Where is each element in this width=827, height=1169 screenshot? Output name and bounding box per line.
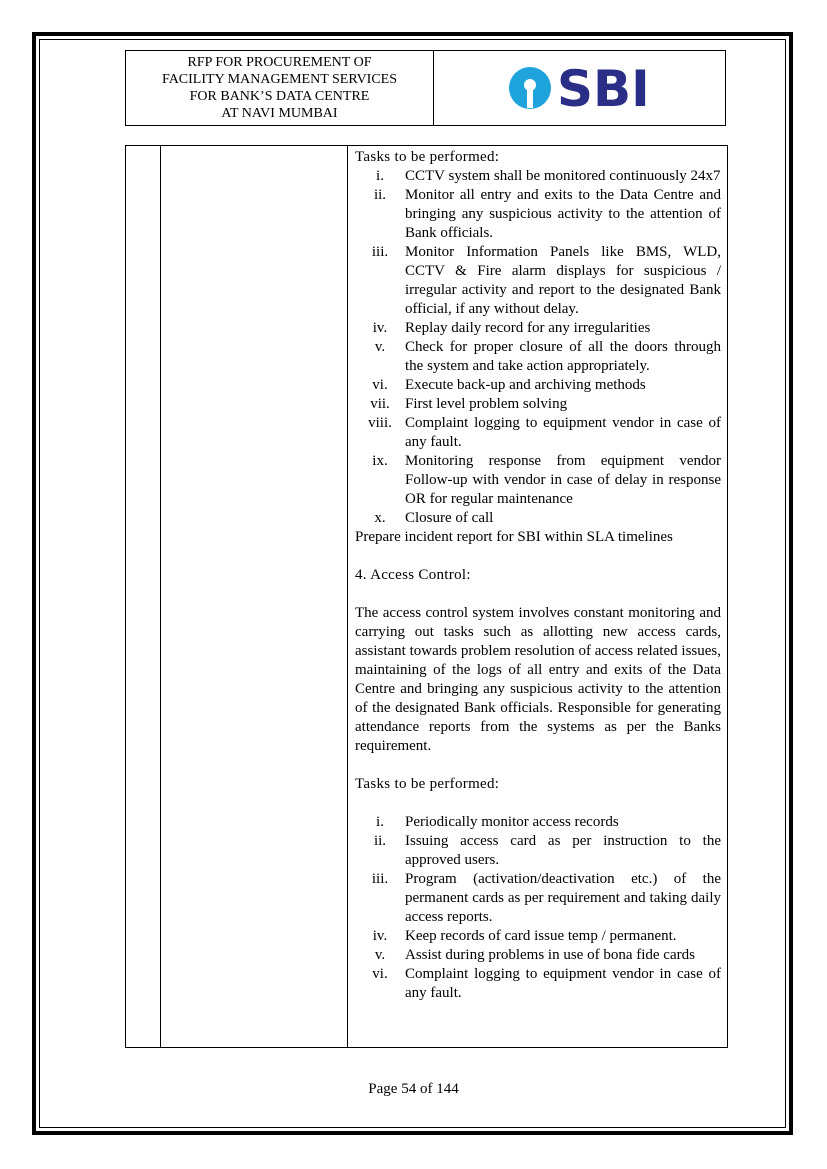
content-table bbox=[125, 145, 728, 1048]
list-item bbox=[355, 338, 721, 376]
list-number: v. bbox=[374, 947, 386, 963]
header-title-line: FOR BANK’S DATA CENTRE bbox=[189, 89, 370, 104]
list-number: viii. bbox=[368, 415, 392, 431]
list-text: Execute back-up and archiving methods bbox=[405, 377, 646, 393]
list-item bbox=[355, 319, 721, 338]
list-text: Monitor Information Panels like BMS, WLD, CCTV & Fire alarm displays for suspicious / irregular activity and report to the designated Bank official, if any without delay. bbox=[405, 244, 721, 317]
list-item bbox=[355, 395, 721, 414]
list-item bbox=[355, 832, 721, 870]
list-text: Closure of call bbox=[405, 510, 494, 526]
list-text: Replay daily record for any irregularities bbox=[405, 320, 651, 336]
table-col-description bbox=[348, 146, 727, 1047]
list-item bbox=[355, 870, 721, 927]
document-header bbox=[125, 50, 726, 126]
list-item bbox=[355, 927, 721, 946]
list-number: ii. bbox=[373, 833, 387, 849]
header-title-line: RFP FOR PROCUREMENT OF bbox=[187, 55, 372, 70]
list-number: v. bbox=[374, 339, 386, 355]
list-text: First level problem solving bbox=[405, 396, 568, 412]
access-task-list bbox=[355, 813, 721, 1003]
list-number: iii. bbox=[371, 871, 389, 887]
list-text: Keep records of card issue temp / permanent. bbox=[405, 928, 677, 944]
table-col-item bbox=[161, 146, 348, 1047]
sbi-logo-text: SBI bbox=[556, 60, 650, 116]
list-item bbox=[355, 509, 721, 528]
cctv-tasks-heading: Tasks to be performed: bbox=[355, 149, 500, 165]
list-number: ii. bbox=[373, 187, 387, 203]
list-item bbox=[355, 243, 721, 319]
list-number: x. bbox=[374, 510, 386, 526]
list-text: Monitor all entry and exits to the Data Centre and bringing any suspicious activity to the attention of Bank officials. bbox=[405, 187, 721, 241]
list-item bbox=[355, 167, 721, 186]
header-title-line: AT NAVI MUMBAI bbox=[221, 106, 338, 121]
list-number: i. bbox=[376, 168, 384, 184]
list-text: Complaint logging to equipment vendor in case of any fault. bbox=[405, 966, 721, 1001]
list-text: Monitoring response from equipment vendor Follow-up with vendor in case of delay in response OR for regular maintenance bbox=[405, 453, 721, 507]
list-item bbox=[355, 965, 721, 1003]
table-col-serial bbox=[126, 146, 161, 1047]
access-control-paragraph: The access control system involves constant monitoring and carrying out tasks such as allotting new access cards, assistant towards problem resolution of access related issues, maintaining of the logs of all entry and exits of the Data Centre and bringing any suspicious activity to the attention of the designated Bank officials. Responsible for generating attendance reports from the systems as per the Banks requirement. bbox=[355, 605, 721, 754]
list-text: Check for proper closure of all the doors through the system and take action appropriately. bbox=[405, 339, 721, 374]
list-item bbox=[355, 452, 721, 509]
list-number: iii. bbox=[371, 244, 389, 260]
list-number: vii. bbox=[370, 396, 390, 412]
list-item bbox=[355, 186, 721, 243]
list-number: i. bbox=[376, 814, 384, 830]
list-number: vi. bbox=[372, 377, 388, 393]
list-item bbox=[355, 414, 721, 452]
sbi-logo bbox=[434, 51, 725, 125]
list-item bbox=[355, 946, 721, 965]
list-item bbox=[355, 813, 721, 832]
list-text: Complaint logging to equipment vendor in case of any fault. bbox=[405, 415, 721, 450]
header-title bbox=[126, 51, 434, 125]
list-text: Assist during problems in use of bona fide cards bbox=[405, 947, 695, 963]
access-control-heading: 4. Access Control: bbox=[355, 567, 471, 583]
list-text: CCTV system shall be monitored continuously 24x7 bbox=[405, 168, 721, 184]
access-tasks-heading: Tasks to be performed: bbox=[355, 776, 500, 792]
list-number: iv. bbox=[372, 320, 388, 336]
page-number: Page 54 of 144 bbox=[368, 1081, 459, 1097]
list-number: ix. bbox=[372, 453, 388, 469]
list-number: vi. bbox=[372, 966, 388, 982]
list-text: Program (activation/deactivation etc.) of the permanent cards as per requirement and taking daily access reports. bbox=[405, 871, 721, 925]
list-item bbox=[355, 376, 721, 395]
list-text: Issuing access card as per instruction to the approved users. bbox=[405, 833, 721, 868]
list-text: Periodically monitor access records bbox=[405, 814, 619, 830]
list-number: iv. bbox=[372, 928, 388, 944]
header-title-line: FACILITY MANAGEMENT SERVICES bbox=[161, 72, 398, 87]
sbi-logo-icon bbox=[505, 60, 655, 116]
cctv-task-list bbox=[355, 167, 721, 528]
cctv-closing-text: Prepare incident report for SBI within SLA timelines bbox=[355, 529, 673, 545]
